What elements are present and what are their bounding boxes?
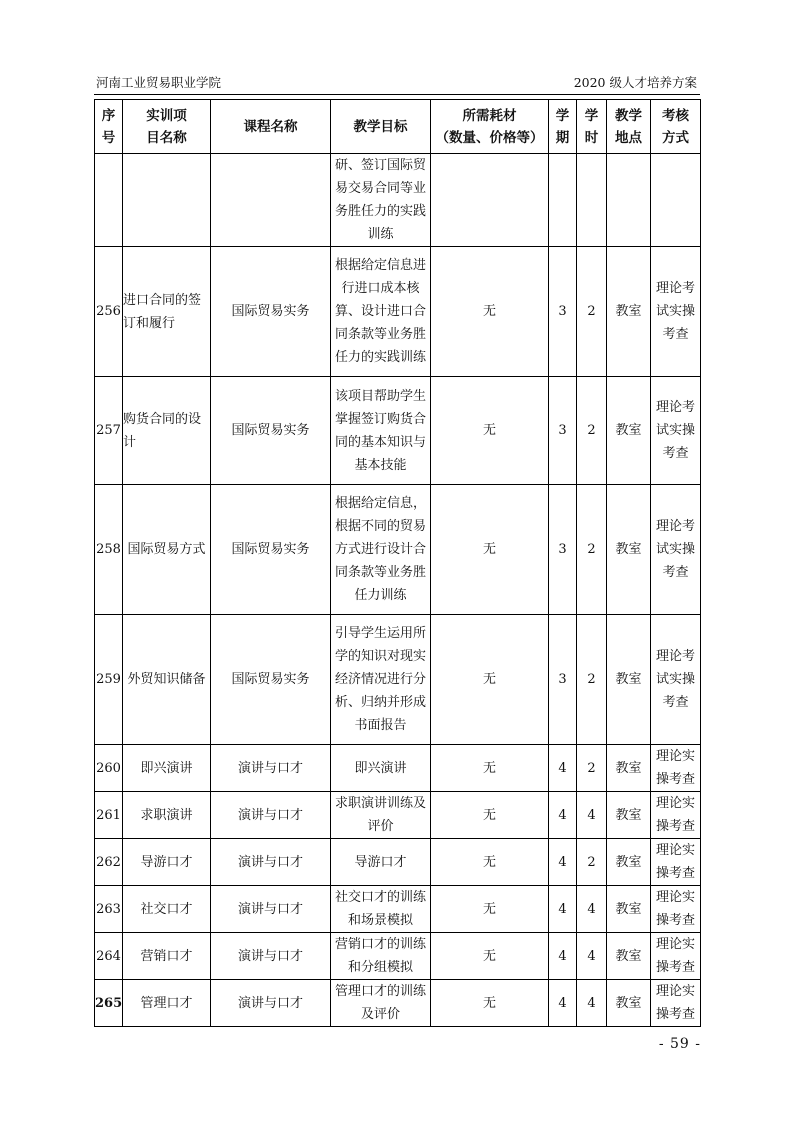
- cell-course: 演讲与口才: [211, 886, 331, 933]
- cell-materials: 无: [431, 745, 549, 792]
- cell-hours: 4: [577, 933, 607, 980]
- header-rule: [94, 94, 700, 95]
- cell-course: 演讲与口才: [211, 839, 331, 886]
- cell-goal: 研、签订国际贸易交易合同等业务胜任力的实践训练: [331, 154, 431, 247]
- cell-hours: 4: [577, 980, 607, 1027]
- cell-goal: 求职演讲训练及评价: [331, 792, 431, 839]
- training-projects-table: [94, 99, 701, 1027]
- cell-term: 4: [549, 886, 577, 933]
- cell-seq: 258: [95, 485, 123, 615]
- cell-goal: 营销口才的训练和分组模拟: [331, 933, 431, 980]
- header-plan-title: 2020 级人才培养方案: [573, 75, 697, 90]
- cell-materials: 无: [431, 839, 549, 886]
- col-header-term: 学 期: [549, 100, 577, 154]
- cell-materials: 无: [431, 792, 549, 839]
- cell-exam: 理论实操考查: [651, 839, 701, 886]
- cell-goal: 根据给定信息进行进口成本核算、设计进口合同条款等业务胜任力的实践训练: [331, 247, 431, 377]
- cell-goal: 即兴演讲: [331, 745, 431, 792]
- cell-place: 教室: [607, 886, 651, 933]
- cell-place: 教室: [607, 615, 651, 745]
- cell-seq: 264: [95, 933, 123, 980]
- cell-hours: 4: [577, 792, 607, 839]
- cell-course: 国际贸易实务: [211, 377, 331, 485]
- cell-course: 国际贸易实务: [211, 247, 331, 377]
- cell-project: [123, 154, 211, 247]
- cell-seq: 261: [95, 792, 123, 839]
- cell-course: 演讲与口才: [211, 745, 331, 792]
- cell-materials: 无: [431, 980, 549, 1027]
- cell-materials: 无: [431, 485, 549, 615]
- table-row: [95, 886, 701, 933]
- cell-seq: 262: [95, 839, 123, 886]
- cell-goal: 根据给定信息，根据不同的贸易方式进行设计合同条款等业务胜任力训练: [331, 485, 431, 615]
- col-header-goal: 教学目标: [331, 100, 431, 154]
- table-row: [95, 933, 701, 980]
- table-header-row: [95, 100, 701, 154]
- table-row: [95, 377, 701, 485]
- cell-exam: [651, 154, 701, 247]
- cell-hours: 4: [577, 886, 607, 933]
- col-header-course: 课程名称: [211, 100, 331, 154]
- cell-hours: 2: [577, 745, 607, 792]
- col-header-seq: 序 号: [95, 100, 123, 154]
- cell-place: 教室: [607, 485, 651, 615]
- cell-exam: 理论实操考查: [651, 933, 701, 980]
- cell-exam: 理论考试实操考查: [651, 485, 701, 615]
- cell-project: 导游口才: [123, 839, 211, 886]
- cell-exam: 理论考试实操考查: [651, 377, 701, 485]
- cell-seq: 257: [95, 377, 123, 485]
- cell-hours: 2: [577, 247, 607, 377]
- cell-course: [211, 154, 331, 247]
- cell-project: 进口合同的签订和履行: [123, 247, 211, 377]
- cell-place: 教室: [607, 792, 651, 839]
- cell-materials: 无: [431, 886, 549, 933]
- cell-exam: 理论考试实操考查: [651, 615, 701, 745]
- cell-project: 外贸知识储备: [123, 615, 211, 745]
- table-row: [95, 839, 701, 886]
- cell-seq: 260: [95, 745, 123, 792]
- table-row: [95, 745, 701, 792]
- cell-project: 购货合同的设计: [123, 377, 211, 485]
- col-header-hours: 学 时: [577, 100, 607, 154]
- cell-materials: 无: [431, 615, 549, 745]
- cell-place: 教室: [607, 980, 651, 1027]
- cell-term: 3: [549, 247, 577, 377]
- cell-hours: [577, 154, 607, 247]
- cell-term: 4: [549, 792, 577, 839]
- cell-goal: 管理口才的训练及评价: [331, 980, 431, 1027]
- cell-goal: 社交口才的训练和场景模拟: [331, 886, 431, 933]
- table-row: [95, 247, 701, 377]
- cell-project: 求职演讲: [123, 792, 211, 839]
- cell-project: 营销口才: [123, 933, 211, 980]
- cell-seq: 265: [95, 980, 123, 1027]
- cell-course: 演讲与口才: [211, 933, 331, 980]
- cell-place: 教室: [607, 247, 651, 377]
- cell-project: 管理口才: [123, 980, 211, 1027]
- cell-materials: 无: [431, 247, 549, 377]
- cell-seq: 259: [95, 615, 123, 745]
- cell-materials: 无: [431, 377, 549, 485]
- cell-exam: 理论实操考查: [651, 886, 701, 933]
- cell-term: 4: [549, 745, 577, 792]
- cell-term: 4: [549, 933, 577, 980]
- cell-project: 国际贸易方式: [123, 485, 211, 615]
- header-school-name: 河南工业贸易职业学院: [96, 75, 222, 90]
- cell-exam: 理论实操考查: [651, 980, 701, 1027]
- cell-term: 3: [549, 485, 577, 615]
- table-row: [95, 485, 701, 615]
- cell-exam: 理论实操考查: [651, 745, 701, 792]
- cell-seq: 256: [95, 247, 123, 377]
- cell-goal: 导游口才: [331, 839, 431, 886]
- cell-term: 4: [549, 839, 577, 886]
- cell-term: 3: [549, 377, 577, 485]
- cell-course: 演讲与口才: [211, 980, 331, 1027]
- cell-term: 4: [549, 980, 577, 1027]
- cell-exam: 理论实操考查: [651, 792, 701, 839]
- cell-seq: [95, 154, 123, 247]
- cell-goal: 引导学生运用所学的知识对现实经济情况进行分析、归纳并形成书面报告: [331, 615, 431, 745]
- cell-course: 国际贸易实务: [211, 485, 331, 615]
- table-row: [95, 154, 701, 247]
- cell-hours: 2: [577, 485, 607, 615]
- cell-place: 教室: [607, 377, 651, 485]
- cell-project: 社交口才: [123, 886, 211, 933]
- cell-place: [607, 154, 651, 247]
- table-row: [95, 615, 701, 745]
- cell-course: 演讲与口才: [211, 792, 331, 839]
- col-header-materials: 所需耗材 （数量、价格等）: [431, 100, 549, 154]
- cell-seq: 263: [95, 886, 123, 933]
- table-row: [95, 792, 701, 839]
- cell-place: 教室: [607, 933, 651, 980]
- cell-place: 教室: [607, 745, 651, 792]
- cell-materials: [431, 154, 549, 247]
- col-header-project: 实训项 目名称: [123, 100, 211, 154]
- cell-hours: 2: [577, 377, 607, 485]
- cell-materials: 无: [431, 933, 549, 980]
- cell-project: 即兴演讲: [123, 745, 211, 792]
- cell-hours: 2: [577, 615, 607, 745]
- table-row: [95, 980, 701, 1027]
- cell-hours: 2: [577, 839, 607, 886]
- cell-place: 教室: [607, 839, 651, 886]
- cell-course: 国际贸易实务: [211, 615, 331, 745]
- cell-term: 3: [549, 615, 577, 745]
- page-number: - 59 -: [658, 1036, 701, 1052]
- col-header-exam: 考核 方式: [651, 100, 701, 154]
- cell-term: [549, 154, 577, 247]
- cell-exam: 理论考试实操考查: [651, 247, 701, 377]
- cell-goal: 该项目帮助学生掌握签订购货合同的基本知识与基本技能: [331, 377, 431, 485]
- col-header-place: 教学 地点: [607, 100, 651, 154]
